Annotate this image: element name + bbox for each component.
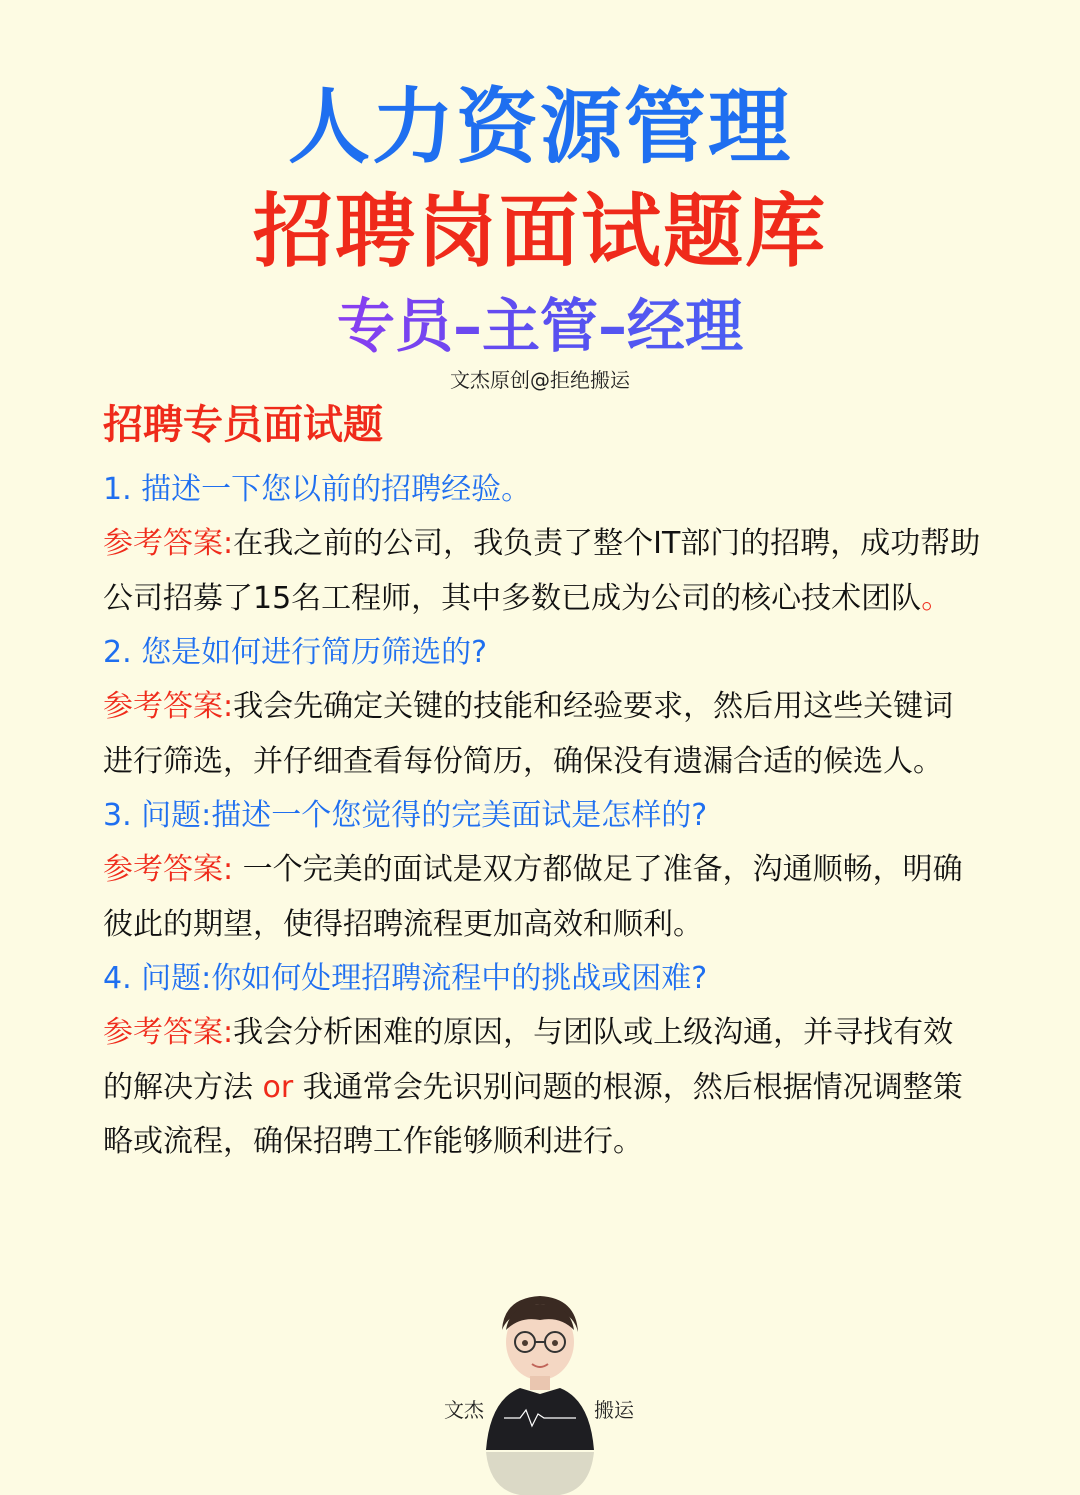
answer-text: 在我之前的公司，我负责了整个IT部门的招聘，成功帮助公司招募了15名工程师，其中多数已成为公司的核心技术团队 xyxy=(103,526,981,616)
answer-label: 参考答案: xyxy=(103,526,234,561)
answer-text: 我会先确定关键的技能和经验要求，然后用这些关键词进行筛选，并仔细查看每份简历，确保没有遗漏合适的候选人。 xyxy=(103,689,954,779)
answer-or: or xyxy=(262,1069,294,1105)
title-line-2: 招聘岗面试题库 xyxy=(253,185,827,278)
credit-watermark: 文杰原创@拒绝搬运 xyxy=(450,368,630,392)
section-title: 招聘专员面试题 xyxy=(103,402,383,448)
answer-tail: 。 xyxy=(921,580,952,616)
question-3: 3. 问题:描述一个您觉得的完美面试是怎样的? xyxy=(103,798,708,833)
title-line-3-text: 专员–主管–经理 xyxy=(336,292,743,360)
question-4: 4. 问题:你如何处理招聘流程中的挑战或困难? xyxy=(103,961,708,996)
answer-2 xyxy=(103,680,983,789)
answer-1 xyxy=(103,517,983,626)
footer xyxy=(0,1290,1080,1495)
author-avatar-illustration xyxy=(480,1290,600,1495)
answer-text: 一个完美的面试是双方都做足了准备，沟通顺畅，明确彼此的期望，使得招聘流程更加高效和顺利。 xyxy=(103,852,963,942)
footer-right-text: 搬运 xyxy=(594,1398,634,1422)
title-line-1: 人力资源管理 xyxy=(287,80,792,175)
answer-4 xyxy=(103,1006,983,1170)
question-2: 2. 您是如何进行简历筛选的? xyxy=(103,635,488,670)
question-1: 1. 描述一下您以前的招聘经验。 xyxy=(103,472,532,507)
answer-label: 参考答案: xyxy=(103,689,234,724)
title-line-3 xyxy=(0,290,1080,362)
answer-3 xyxy=(103,843,983,952)
footer-left-text: 文杰 xyxy=(444,1398,484,1422)
qa-list xyxy=(103,463,983,1170)
answer-label: 参考答案: xyxy=(103,1015,234,1050)
answer-text-b: 我通常会先识别问题的根源，然后根据情况调整策略或流程，确保招聘工作能够顺利进行。 xyxy=(103,1069,963,1159)
answer-text-a: 我会分析困难的原因，与团队或上级沟通，并寻找有效的解决方法 xyxy=(103,1015,954,1105)
answer-label: 参考答案: xyxy=(103,852,234,887)
